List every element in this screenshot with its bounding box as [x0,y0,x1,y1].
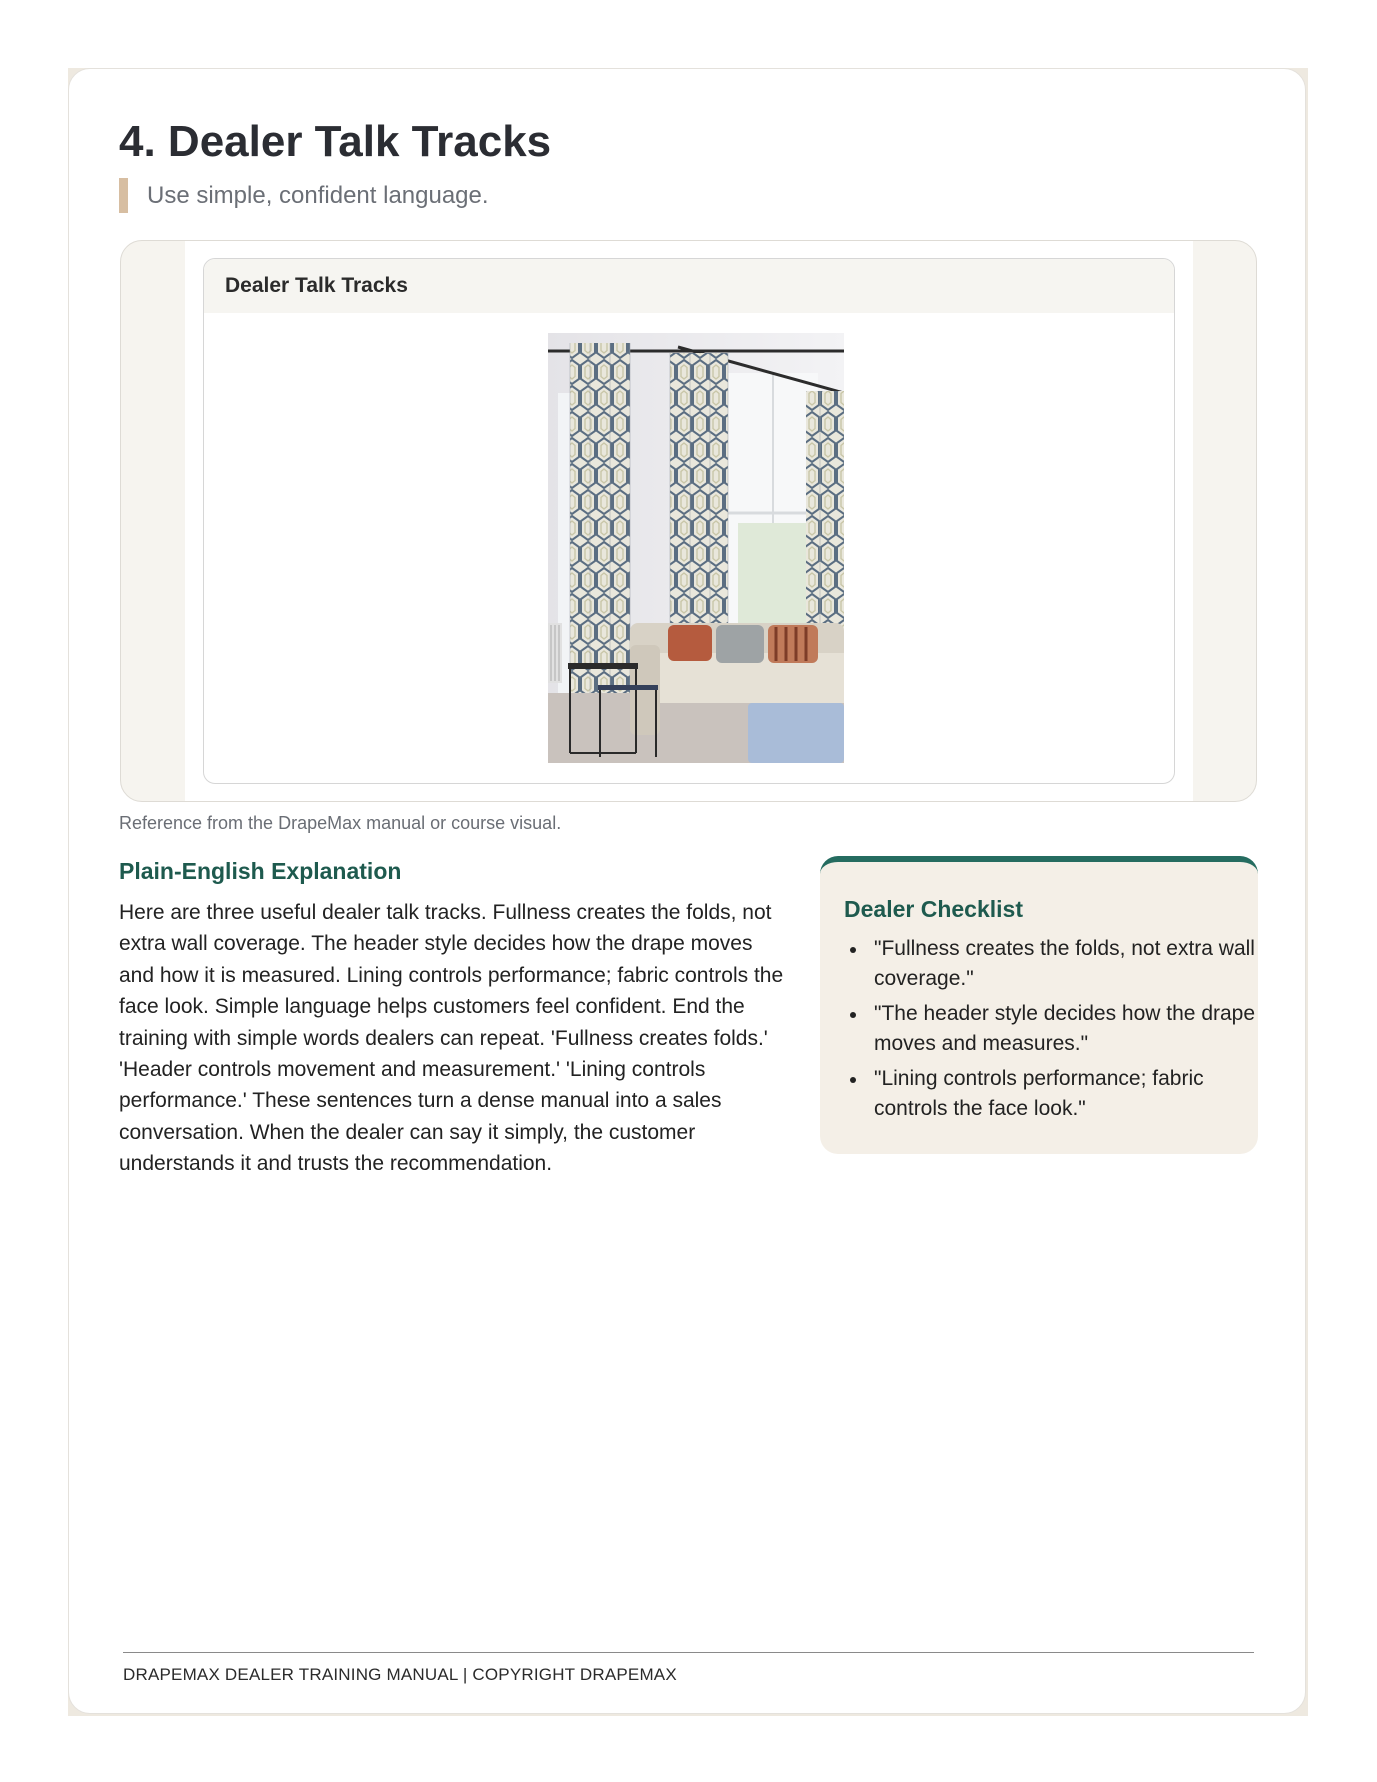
figure-canvas [185,241,1193,801]
page-title: 4. Dealer Talk Tracks [119,117,552,166]
reference-figure [120,240,1257,802]
curtain-room-photo [548,333,844,763]
explanation-body: Here are three useful dealer talk tracks. Fullness creates the folds, not extra wall coverage. The header style decides how the drape moves and how it is measured. Lining controls performance; fabric controls the face look. Simple language helps customers feel confident. End the training with simple words dealers can repeat. 'Fullness creates folds.' 'Header controls movement and measurement.' 'Lining controls performance.' These sentences turn a dense manual into a sales conversation. When the dealer can say it simply, the customer understands it and trusts the recommendation. [119,901,784,1176]
checklist-item: "The header style decides how the drape moves and measures." [874,999,1274,1059]
screenshot-card [203,258,1175,784]
figure-caption: Reference from the DrapeMax manual or course visual. [119,813,562,833]
checklist-title: Dealer Checklist [844,896,1023,922]
checklist-item: "Fullness creates the folds, not extra wall coverage." [874,934,1274,994]
subtitle-accent-bar [119,178,128,213]
checklist-item: "Lining controls performance; fabric controls the face look." [874,1064,1274,1124]
screenshot-card-title: Dealer Talk Tracks [204,259,1174,313]
footer-divider [123,1652,1254,1653]
page-subtitle: Use simple, confident language. [147,182,489,209]
dealer-checklist-panel [820,856,1258,1154]
explanation-heading: Plain-English Explanation [119,858,402,884]
checklist-items [844,934,1274,1129]
footer-text: DRAPEMAX DEALER TRAINING MANUAL | COPYRIGHT DRAPEMAX [123,1665,677,1684]
